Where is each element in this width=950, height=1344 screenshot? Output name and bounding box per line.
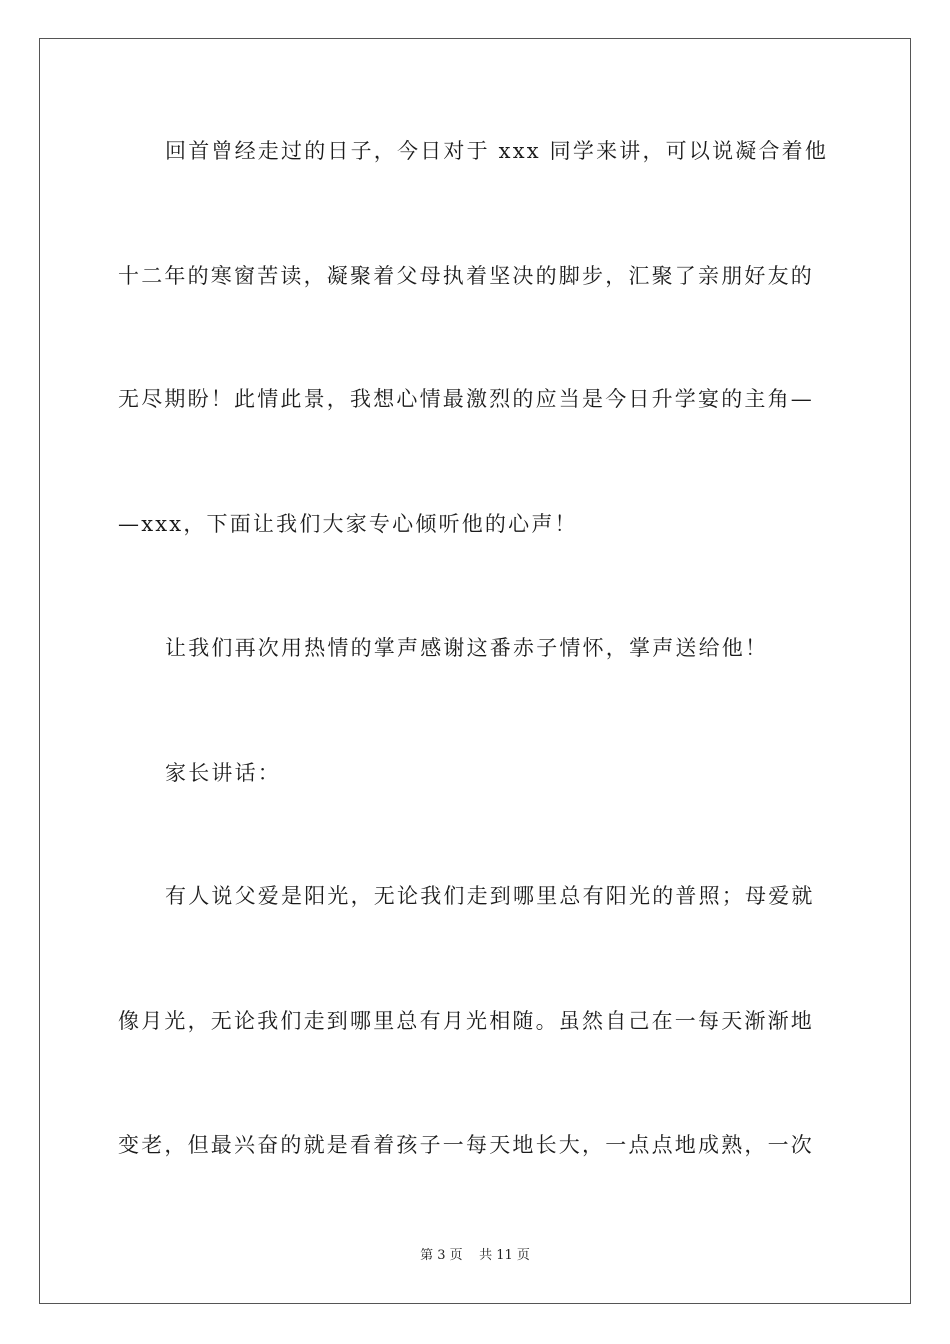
paragraph-line: 回首曾经走过的日子，今日对于 xxx 同学来讲，可以说凝合着他	[165, 139, 829, 163]
paragraph-line: —xxx，下面让我们大家专心倾听他的心声！	[118, 512, 578, 536]
page-frame	[39, 38, 911, 1304]
paragraph-line: 让我们再次用热情的掌声感谢这番赤子情怀，掌声送给他！	[165, 636, 769, 660]
paragraph-line: 家长讲话：	[165, 761, 281, 785]
paragraph-line: 有人说父爱是阳光，无论我们走到哪里总有阳光的普照；母爱就	[165, 884, 815, 908]
paragraph-line: 十二年的寒窗苦读，凝聚着父母执着坚决的脚步，汇聚了亲朋好友的	[118, 264, 814, 288]
page-number-footer: 第 3 页 共 11 页	[420, 1248, 530, 1263]
paragraph-line: 像月光，无论我们走到哪里总有月光相随。虽然自己在一每天渐渐地	[118, 1009, 814, 1033]
paragraph-line: 变老，但最兴奋的就是看着孩子一每天地长大，一点点地成熟，一次	[118, 1133, 814, 1157]
paragraph-line: 无尽期盼！此情此景，我想心情最激烈的应当是今日升学宴的主角—	[118, 387, 814, 411]
